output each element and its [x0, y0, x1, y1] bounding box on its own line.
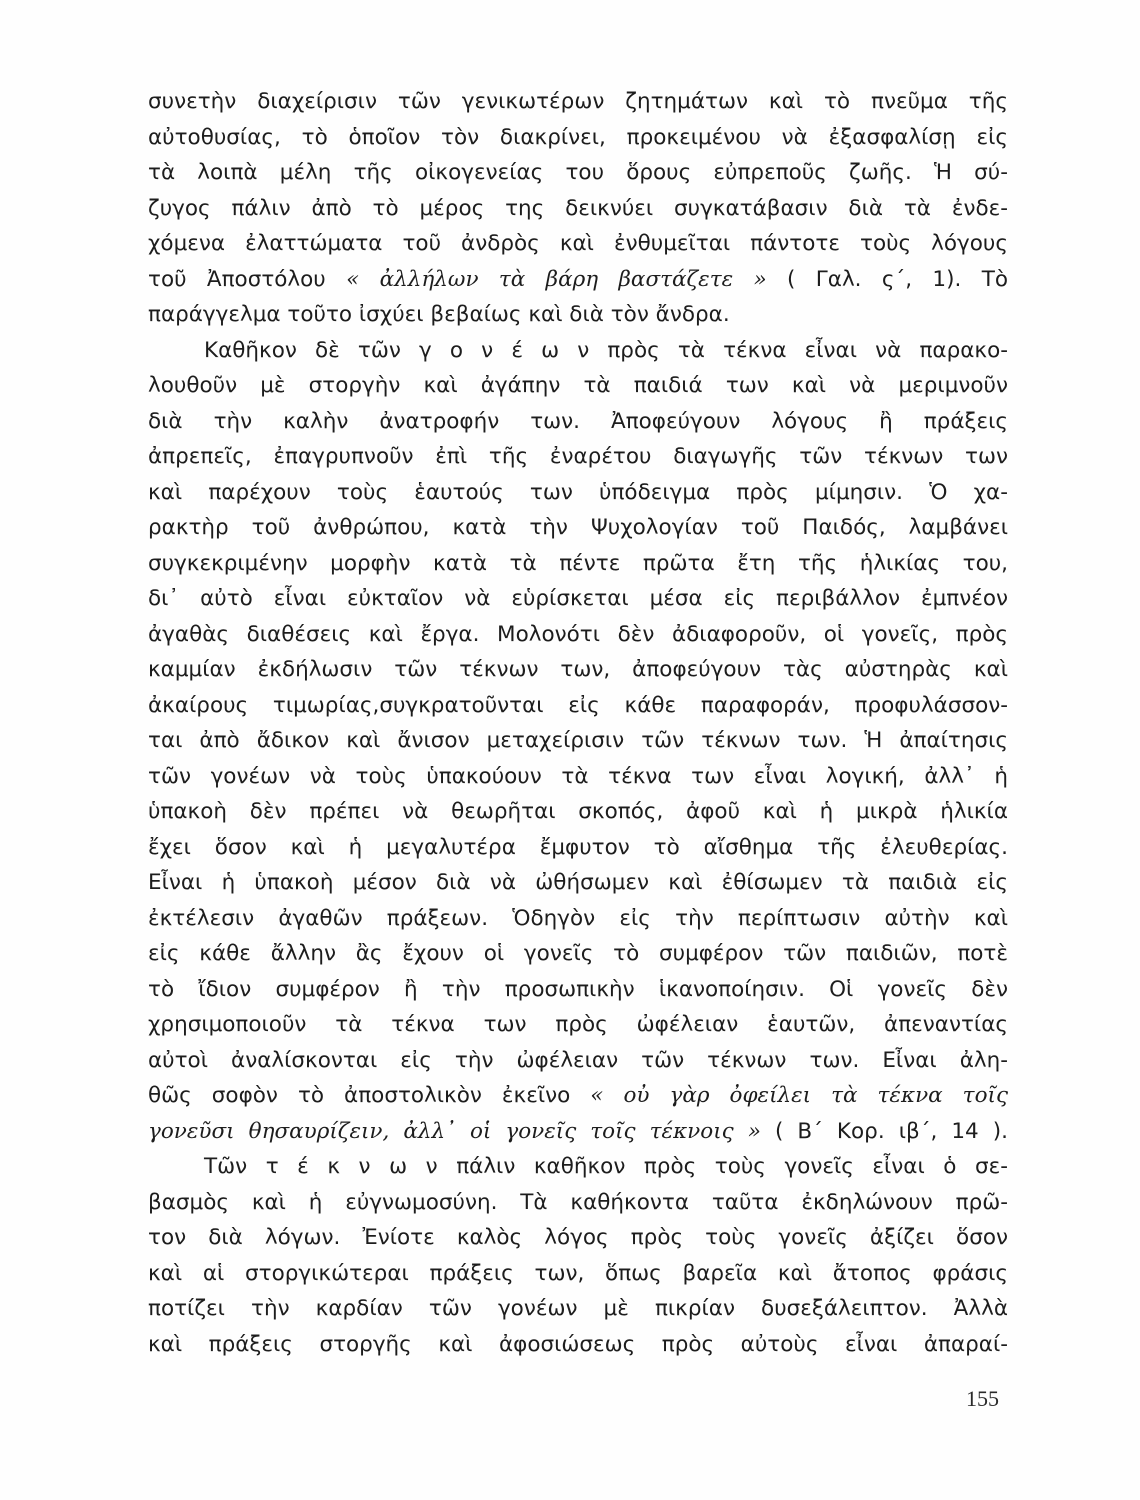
text-line: ὑπακοὴ δὲν πρέπει νὰ θεωρῆται σκοπός, ἀφοῦ καὶ ἡ μικρὰ ἡλικία	[148, 799, 1008, 824]
text-line: καὶ αἱ στοργικώτεραι πράξεις των, ὅπως βαρεῖα καὶ ἄτοπος φράσις	[148, 1260, 1008, 1286]
text-segment: πάλιν καθῆκον πρὸς τοὺς γονεῖς εἶναι ὁ σε-	[456, 1154, 1008, 1179]
text-line: χόμενα ἐλαττώματα τοῦ ἀνδρὸς καὶ ἐνθυμεῖται πάντοτε τοὺς λόγους	[148, 231, 1008, 256]
text-segment: Καθῆκον δὲ τῶν	[204, 337, 401, 363]
text-line: συνετὴν διαχείρισιν τῶν γενικωτέρων ζητημάτων καὶ τὸ πνεῦμα τῆς	[148, 89, 1008, 114]
text-segment: θῶς σοφὸν τὸ ἀποστολικὸν ἐκεῖνο	[148, 1083, 571, 1108]
citation: ( Β΄ Κορ. ιβ΄, 14 ).	[774, 1118, 1008, 1144]
text-line: αὐτοὶ ἀναλίσκονται εἰς τὴν ὠφέλειαν τῶν τέκνων των. Εἶναι ἀλη-	[148, 1047, 1008, 1073]
text-line: ἀπρεπεῖς, ἐπαγρυπνοῦν ἐπὶ τῆς ἐναρέτου διαγωγῆς τῶν τέκνων των	[148, 444, 1008, 469]
text-line	[148, 333, 1008, 369]
text-segment: τοῦ Ἀποστόλου	[148, 266, 326, 292]
text-line	[148, 1114, 1008, 1150]
text-line: καμμίαν ἐκδήλωσιν τῶν τέκνων των, ἀποφεύγουν τὰς αὐστηρὰς καὶ	[148, 657, 1008, 682]
text-line: τὸ ἴδιον συμφέρον ἢ τὴν προσωπικὴν ἱκανοποίησιν. Οἱ γονεῖς δὲν	[148, 976, 1008, 1002]
text-line: ζυγος πάλιν ἀπὸ τὸ μέρος της δεικνύει συγκατάβασιν διὰ τὰ ἐνδε-	[148, 195, 1008, 221]
quotation-italic: « οὐ γὰρ ὀφείλει τὰ τέκνα τοῖς	[590, 1083, 1008, 1108]
text-line: δι᾽ αὐτὸ εἶναι εὐκταῖον νὰ εὑρίσκεται μέσα εἰς περιβάλλον ἐμπνέον	[148, 586, 1008, 611]
text-line: ρακτὴρ τοῦ ἀνθρώπου, κατὰ τὴν Ψυχολογίαν τοῦ Παιδός, λαμβάνει	[148, 515, 1008, 540]
text-line: βασμὸς καὶ ἡ εὐγνωμοσύνη. Τὰ καθήκοντα ταῦτα ἐκδηλώνουν πρῶ-	[148, 1189, 1008, 1215]
text-line: ποτίζει τὴν καρδίαν τῶν γονέων μὲ πικρίαν δυσεξάλειπτον. Ἀλλὰ	[148, 1296, 1008, 1321]
quotation-italic: γονεῦσι θησαυρίζειν, ἀλλ᾽ οἱ γονεῖς τοῖς τέκνοις »	[148, 1118, 761, 1144]
text-line: χρησιμοποιοῦν τὰ τέκνα των πρὸς ὠφέλειαν ἑαυτῶν, ἀπεναντίας	[148, 1012, 1008, 1037]
text-line	[148, 1149, 1008, 1185]
text-line: διὰ τὴν καλὴν ἀνατροφήν των. Ἀποφεύγουν λόγους ἢ πράξεις	[148, 408, 1008, 434]
page-number: 155	[966, 1386, 999, 1411]
text-line: ἐκτέλεσιν ἀγαθῶν πράξεων. Ὁδηγὸν εἰς τὴν περίπτωσιν αὐτὴν καὶ	[148, 905, 1008, 931]
text-line: ἔχει ὅσον καὶ ἡ μεγαλυτέρα ἔμφυτον τὸ αἴσθημα τῆς ἐλευθερίας.	[148, 834, 1008, 860]
text-line: ἀκαίρους τιμωρίας,συγκρατοῦνται εἰς κάθε παραφοράν, προφυλάσσον-	[148, 692, 1008, 718]
text-line: ἀγαθὰς διαθέσεις καὶ ἔργα. Μολονότι δὲν ἀδιαφοροῦν, οἱ γονεῖς, πρὸς	[148, 621, 1008, 647]
text-line: τον διὰ λόγων. Ἐνίοτε καλὸς λόγος πρὸς τοὺς γονεῖς ἀξίζει ὅσον	[148, 1225, 1008, 1250]
spaced-heading-word: γ ο ν έ ω ν	[419, 337, 590, 363]
citation: ( Γαλ. ς΄, 1). Τὸ	[787, 266, 1008, 292]
text-line: λουθοῦν μὲ στοργὴν καὶ ἀγάπην τὰ παιδιά των καὶ νὰ μεριμνοῦν	[148, 373, 1008, 398]
spaced-heading-word: τ έ κ ν ω ν	[265, 1154, 438, 1179]
text-line	[148, 262, 1008, 298]
text-line: τὰ λοιπὰ μέλη τῆς οἰκογενείας του ὅρους εὐπρεποῦς ζωῆς. Ἡ σύ-	[148, 160, 1008, 185]
text-line: καὶ πράξεις στοργῆς καὶ ἀφοσιώσεως πρὸς αὐτοὺς εἶναι ἀπαραί-	[148, 1331, 1008, 1357]
text-line: εἰς κάθε ἄλλην ἂς ἔχουν οἱ γονεῖς τὸ συμφέρον τῶν παιδιῶν, ποτὲ	[148, 941, 1008, 966]
text-line: τῶν γονέων νὰ τοὺς ὑπακούουν τὰ τέκνα των εἶναι λογική, ἀλλ᾽ ἡ	[148, 763, 1008, 789]
text-line: ται ἀπὸ ἄδικον καὶ ἄνισον μεταχείρισιν τῶν τέκνων των. Ἡ ἀπαίτησις	[148, 728, 1008, 753]
text-line: συγκεκριμένην μορφὴν κατὰ τὰ πέντε πρῶτα ἔτη τῆς ἡλικίας του,	[148, 550, 1008, 576]
text-segment: πρὸς τὰ τέκνα εἶναι νὰ παρακο-	[607, 337, 1008, 363]
text-line: αὐτοθυσίας, τὸ ὁποῖον τὸν διακρίνει, προκειμένου νὰ ἐξασφαλίσῃ εἰς	[148, 124, 1008, 150]
text-segment: Τῶν	[204, 1154, 248, 1179]
text-line: καὶ παρέχουν τοὺς ἑαυτούς των ὑπόδειγμα πρὸς μίμησιν. Ὁ χα-	[148, 479, 1008, 505]
quotation-italic: « ἀλλήλων τὰ βάρη βαστάζετε »	[346, 266, 767, 292]
text-line: Εἶναι ἡ ὑπακοὴ μέσον διὰ νὰ ὠθήσωμεν καὶ ἐθίσωμεν τὰ παιδιὰ εἰς	[148, 870, 1008, 895]
text-line	[148, 1078, 1008, 1114]
text-line: παράγγελμα τοῦτο ἰσχύει βεβαίως καὶ διὰ τὸν ἄνδρα.	[148, 302, 730, 327]
body-text	[148, 84, 1008, 1362]
